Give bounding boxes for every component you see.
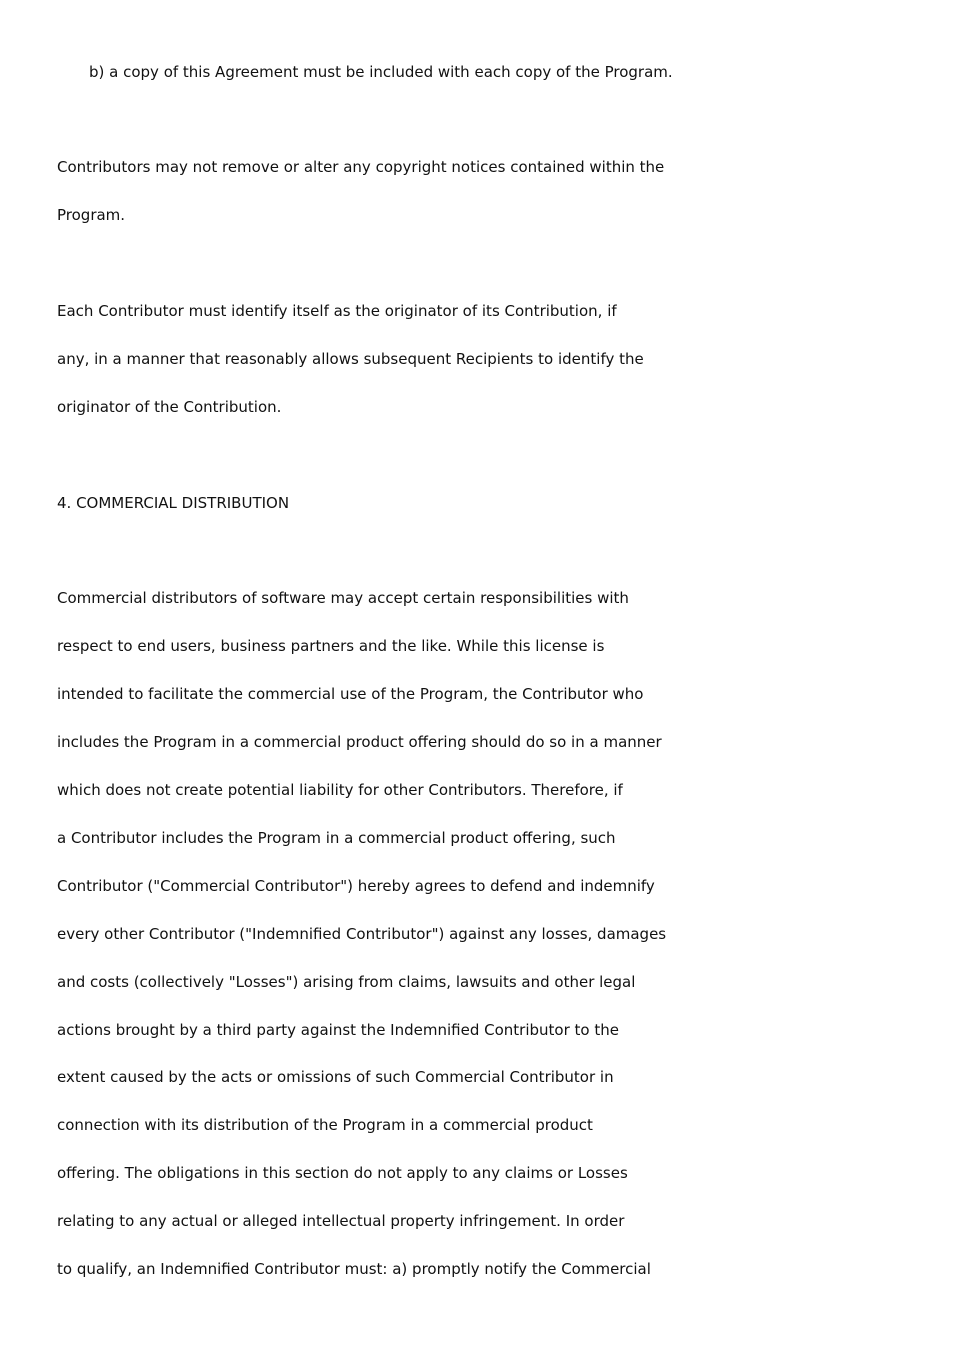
clause-b-line: b) a copy of this Agreement must be included with each copy of the Program. — [89, 63, 673, 81]
paragraph-line: Commercial distributors of software may accept certain responsibilities with — [57, 589, 629, 607]
paragraph-line: and costs (collectively "Losses") arising from claims, lawsuits and other legal — [57, 973, 636, 991]
section-heading: 4. COMMERCIAL DISTRIBUTION — [57, 494, 290, 512]
paragraph-line: relating to any actual or alleged intellectual property infringement. In order — [57, 1212, 625, 1230]
paragraph-line: originator of the Contribution. — [57, 398, 282, 416]
paragraph-line: actions brought by a third party against the Indemnified Contributor to the — [57, 1021, 619, 1039]
paragraph-line: any, in a manner that reasonably allows subsequent Recipients to identify the — [57, 350, 644, 368]
paragraph-line: to qualify, an Indemnified Contributor must: a) promptly notify the Commercial — [57, 1260, 651, 1278]
paragraph-line: which does not create potential liability for other Contributors. Therefore, if — [57, 781, 623, 799]
paragraph-line: connection with its distribution of the Program in a commercial product — [57, 1116, 593, 1134]
paragraph-line: Each Contributor must identify itself as the originator of its Contribution, if — [57, 302, 617, 320]
paragraph-line: includes the Program in a commercial product offering should do so in a manner — [57, 733, 662, 751]
paragraph-line: Contributors may not remove or alter any copyright notices contained within the — [57, 158, 665, 176]
paragraph-line: extent caused by the acts or omissions of such Commercial Contributor in — [57, 1068, 614, 1086]
paragraph-line: respect to end users, business partners and the like. While this license is — [57, 637, 605, 655]
paragraph-line: Program. — [57, 206, 126, 224]
paragraph-line: offering. The obligations in this section do not apply to any claims or Losses — [57, 1164, 628, 1182]
paragraph-line: a Contributor includes the Program in a commercial product offering, such — [57, 829, 616, 847]
paragraph-line: Contributor ("Commercial Contributor") hereby agrees to defend and indemnify — [57, 877, 655, 895]
paragraph-line: intended to facilitate the commercial use of the Program, the Contributor who — [57, 685, 644, 703]
paragraph-line: every other Contributor ("Indemnified Contributor") against any losses, damages — [57, 925, 667, 943]
